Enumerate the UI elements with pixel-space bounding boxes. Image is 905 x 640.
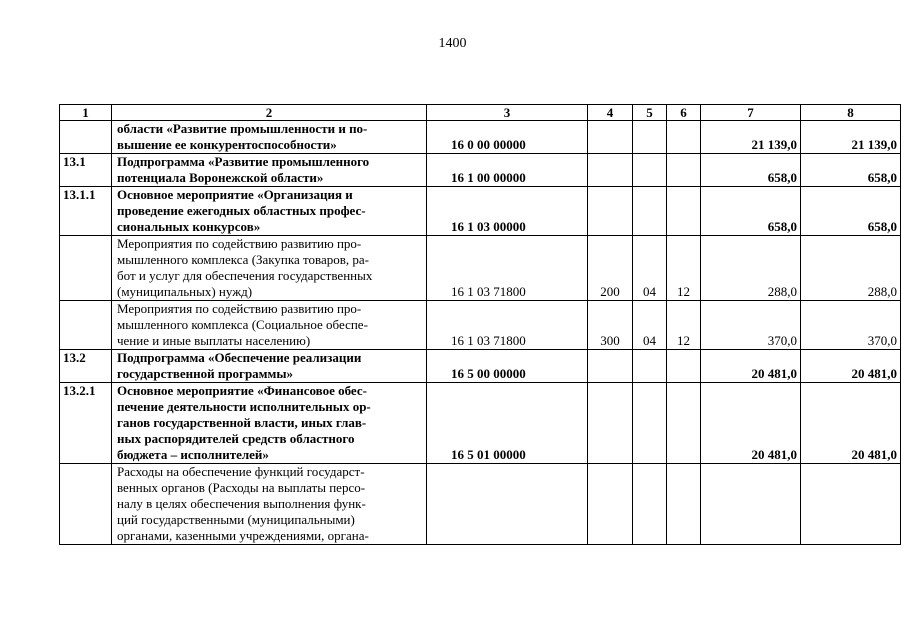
table-row	[60, 383, 901, 464]
row-col6-cell	[667, 154, 701, 187]
row-name-line: области «Развитие промышленности и по-	[117, 121, 368, 136]
row-col4-cell	[588, 154, 633, 187]
row-amount-8-cell: 21 139,0	[801, 121, 901, 154]
row-name-cell	[112, 383, 427, 464]
row-amount-8-cell: 20 481,0	[801, 350, 901, 383]
row-amount-7-cell: 20 481,0	[701, 383, 801, 464]
row-amount-7-cell: 21 139,0	[701, 121, 801, 154]
row-col6-cell	[667, 121, 701, 154]
row-col5-cell: 04	[633, 236, 667, 301]
row-name-line: Подпрограмма «Развитие промышленного	[117, 154, 370, 169]
row-name-line: бюджета – исполнителей»	[117, 447, 269, 462]
header-cell-8: 8	[801, 105, 901, 121]
row-col5-cell	[633, 154, 667, 187]
row-col6-cell	[667, 350, 701, 383]
row-name-line: мышленного комплекса (Социальное обеспе-	[117, 317, 368, 332]
table-row	[60, 350, 901, 383]
budget-table	[59, 104, 901, 545]
row-col5-cell	[633, 383, 667, 464]
row-col6-cell: 12	[667, 301, 701, 350]
row-col6-cell	[667, 464, 701, 545]
row-name-line: Мероприятия по содействию развитию про-	[117, 301, 362, 316]
row-col4-cell	[588, 121, 633, 154]
header-cell-3: 3	[427, 105, 588, 121]
row-name-line: (муниципальных) нужд)	[117, 284, 253, 299]
row-col4-cell	[588, 187, 633, 236]
row-col5-cell	[633, 464, 667, 545]
row-code-cell: 16 0 00 00000	[427, 121, 588, 154]
row-name-line: сиональных конкурсов»	[117, 219, 261, 234]
row-name-line: печение деятельности исполнительных ор-	[117, 399, 371, 414]
row-index-cell: 13.1.1	[60, 187, 112, 236]
row-name-line: налу в целях обеспечения выполнения функ-	[117, 496, 366, 511]
row-amount-8-cell: 288,0	[801, 236, 901, 301]
row-name-line: органами, казенными учреждениями, органа-	[117, 528, 369, 543]
row-name-line: ганов государственной власти, иных глав-	[117, 415, 367, 430]
row-index-cell	[60, 236, 112, 301]
row-name-line: Подпрограмма «Обеспечение реализации	[117, 350, 362, 365]
row-name-line: Основное мероприятие «Финансовое обес-	[117, 383, 367, 398]
row-name-line: государственной программы»	[117, 366, 294, 381]
row-amount-8-cell	[801, 464, 901, 545]
row-name-line: чение и иные выплаты населению)	[117, 333, 311, 348]
row-amount-7-cell: 20 481,0	[701, 350, 801, 383]
row-amount-7-cell: 658,0	[701, 154, 801, 187]
table-row	[60, 301, 901, 350]
table-row	[60, 464, 901, 545]
row-amount-7-cell: 370,0	[701, 301, 801, 350]
row-name-cell	[112, 121, 427, 154]
row-code-cell	[427, 464, 588, 545]
row-amount-8-cell: 658,0	[801, 154, 901, 187]
row-name-line: Основное мероприятие «Организация и	[117, 187, 353, 202]
row-name-line: бот и услуг для обеспечения государственных	[117, 268, 373, 283]
header-cell-5: 5	[633, 105, 667, 121]
row-col5-cell	[633, 187, 667, 236]
row-index-cell: 13.2	[60, 350, 112, 383]
row-name-cell	[112, 464, 427, 545]
row-name-line: ных распорядителей средств областного	[117, 431, 355, 446]
row-name-line: венных органов (Расходы на выплаты персо-	[117, 480, 366, 495]
row-col4-cell: 200	[588, 236, 633, 301]
row-code-cell: 16 5 00 00000	[427, 350, 588, 383]
row-col5-cell	[633, 121, 667, 154]
row-name-line: мышленного комплекса (Закупка товаров, ра-	[117, 252, 370, 267]
row-col6-cell: 12	[667, 236, 701, 301]
table-row	[60, 236, 901, 301]
row-code-cell: 16 5 01 00000	[427, 383, 588, 464]
row-col4-cell	[588, 464, 633, 545]
row-col6-cell	[667, 383, 701, 464]
row-index-cell	[60, 301, 112, 350]
row-name-cell	[112, 301, 427, 350]
row-amount-8-cell: 20 481,0	[801, 383, 901, 464]
row-name-cell	[112, 187, 427, 236]
row-name-line: проведение ежегодных областных профес-	[117, 203, 366, 218]
row-code-cell: 16 1 00 00000	[427, 154, 588, 187]
row-index-cell	[60, 464, 112, 545]
row-code-cell: 16 1 03 71800	[427, 236, 588, 301]
row-name-cell	[112, 350, 427, 383]
row-index-cell: 13.1	[60, 154, 112, 187]
row-col4-cell	[588, 350, 633, 383]
row-col6-cell	[667, 187, 701, 236]
row-name-line: Мероприятия по содействию развитию про-	[117, 236, 362, 251]
row-col4-cell	[588, 383, 633, 464]
row-col5-cell: 04	[633, 301, 667, 350]
table-row	[60, 154, 901, 187]
row-amount-7-cell	[701, 464, 801, 545]
header-cell-1: 1	[60, 105, 112, 121]
table-row	[60, 121, 901, 154]
row-code-cell: 16 1 03 71800	[427, 301, 588, 350]
row-index-cell: 13.2.1	[60, 383, 112, 464]
row-name-cell	[112, 154, 427, 187]
header-row	[60, 105, 901, 121]
row-name-line: потенциала Воронежской области»	[117, 170, 324, 185]
row-name-line: Расходы на обеспечение функций государст-	[117, 464, 365, 479]
row-code-cell: 16 1 03 00000	[427, 187, 588, 236]
row-col5-cell	[633, 350, 667, 383]
row-amount-8-cell: 370,0	[801, 301, 901, 350]
header-cell-7: 7	[701, 105, 801, 121]
row-col4-cell: 300	[588, 301, 633, 350]
row-name-line: ций государственными (муниципальными)	[117, 512, 355, 527]
page-number: 1400	[438, 36, 467, 51]
table-body	[60, 105, 901, 545]
row-amount-7-cell: 658,0	[701, 187, 801, 236]
row-amount-8-cell: 658,0	[801, 187, 901, 236]
row-amount-7-cell: 288,0	[701, 236, 801, 301]
header-cell-4: 4	[588, 105, 633, 121]
row-name-cell	[112, 236, 427, 301]
header-cell-6: 6	[667, 105, 701, 121]
row-name-line: вышение ее конкурентоспособности»	[117, 137, 337, 152]
header-cell-2: 2	[112, 105, 427, 121]
row-index-cell	[60, 121, 112, 154]
table-row	[60, 187, 901, 236]
